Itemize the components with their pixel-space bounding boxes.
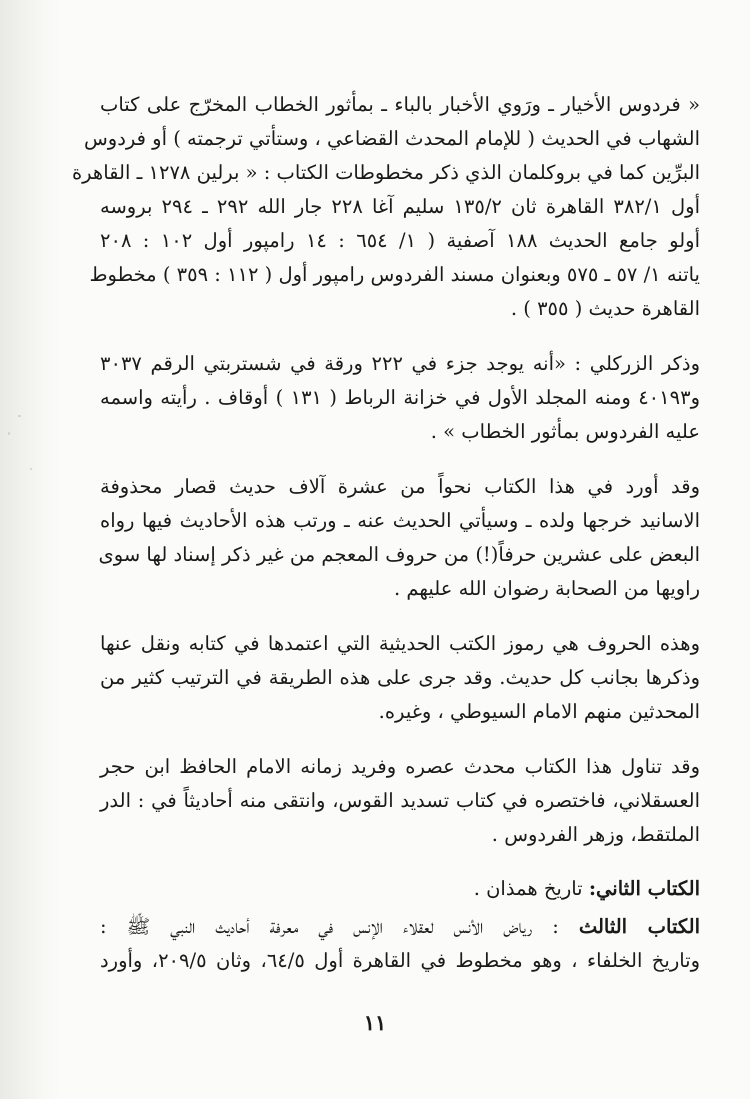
text-line: الاسانيد خرجها ولده ـ وسيأتي الحديث عنه ـ ورتب هذه الأحاديث فيها رواه [100,509,700,532]
scan-speck [8,432,10,435]
text-line: عليه الفردوس بمأثور الخطاب » . [430,420,700,443]
book-second-line [100,872,700,906]
paragraph-symbols [100,627,700,729]
text-line: وذكرها بجانب كل حديث. وقد جرى على هذه الطريقة في الترتيب كثير من [100,666,700,689]
text-line: وهذه الحروف هي رموز الكتب الحديثية التي اعتمدها في كتابه ونقل عنها [100,632,700,655]
text-line: أول ۳۸۲/۱ القاهرة ثان ۱۳٥/۲ سليم آغا ۲۲۸ جار الله ۲۹۲ ـ ۲۹٤ بروسه [100,195,700,218]
paragraph-hadith-count [100,470,700,606]
book-second-title: تاريخ همذان . [473,877,583,900]
scan-edge-shadow [0,0,60,1099]
book-second-label: الكتاب الثاني: [588,877,700,900]
text-line: القاهرة حديث ( ٣٥٥ ) . [510,297,700,320]
text-line: المحدثين منهم الامام السيوطي ، وغيره. [378,700,700,723]
text-line: وقد أورد في هذا الكتاب نحواً من عشرة آلاف حديث قصار محذوفة [100,475,700,498]
text-line: الملتقط، وزهر الفردوس . [491,823,700,846]
text-line: وقد تناول هذا الكتاب محدث عصره وفريد زمانه الامام الحافظ ابن حجر [100,755,700,778]
text-line: وتاريخ الخلفاء ، وهو مخطوط في القاهرة أول ٦٤/٥، وثان ٢٠٩/٥، وأورد [100,949,701,972]
text-line: ياتنه ۱/ ٥٧ ـ ٥٧٥ وبعنوان مسند الفردوس رامپور أول ( ۱۱۲ : ۳٥۹ ) مخطوط [89,263,700,286]
paragraph-ibn-hajar [100,750,700,852]
text-line: البرِّين كما في بروكلمان الذي ذكر مخطوطات الكتاب : « برلين ۱۲۷۸ ـ القاهرة [71,161,700,184]
text-line: راويها من الصحابة رضوان الله عليهم . [394,577,700,600]
text-line: الشهاب في الحديث ( للإمام المحدث القضاعي ، وستأتي ترجمته ) أو فردوس [83,127,700,150]
paragraph-zirikli [100,347,700,449]
text-line: وذكر الزركلي : «أنه يوجد جزء في ۲۲۲ ورقة في شستربتي الرقم ۳۰۳۷ [100,352,700,375]
scan-speck [18,415,21,417]
paragraph-book-third [100,910,700,978]
book-third-title: : رياض الأنس لعقلاء الإنس في معرفة أحاديث النبي ﷺ : [100,915,559,938]
paragraph-book-second [100,872,700,906]
page-number: ١١ [363,1010,387,1035]
text-line: البعض على عشرين حرفاً(!) من حروف المعجم من غير ذكر إسناد لها سوى [98,543,700,566]
book-third-label: الكتاب الثالث [578,915,700,938]
text-line: أولو جامع الحديث ۱۸۸ آصفية ( ۱/ ٦٥٤ : ١٤ رامپور أول ١٠٢ : ٢٠٨ [100,229,700,252]
text-line: و٤٠١٩٣ ومنه المجلد الأول في خزانة الرباط ( ۱۳۱ ) أوقاف . رأيته واسمه [100,386,700,409]
book-third-line [100,910,700,944]
page-body [71,88,701,978]
text-line: العسقلاني، فاختصره في كتاب تسديد القوس، وانتقى منه أحاديثاً في : الدر [100,789,700,812]
scan-speck [30,468,32,470]
text-line: « فردوس الأخيار ـ ورَوي الأخبار بالباء ـ بمأثور الخطاب المخرّج على كتاب [100,93,700,116]
paragraph-firdaws-description [71,88,700,326]
